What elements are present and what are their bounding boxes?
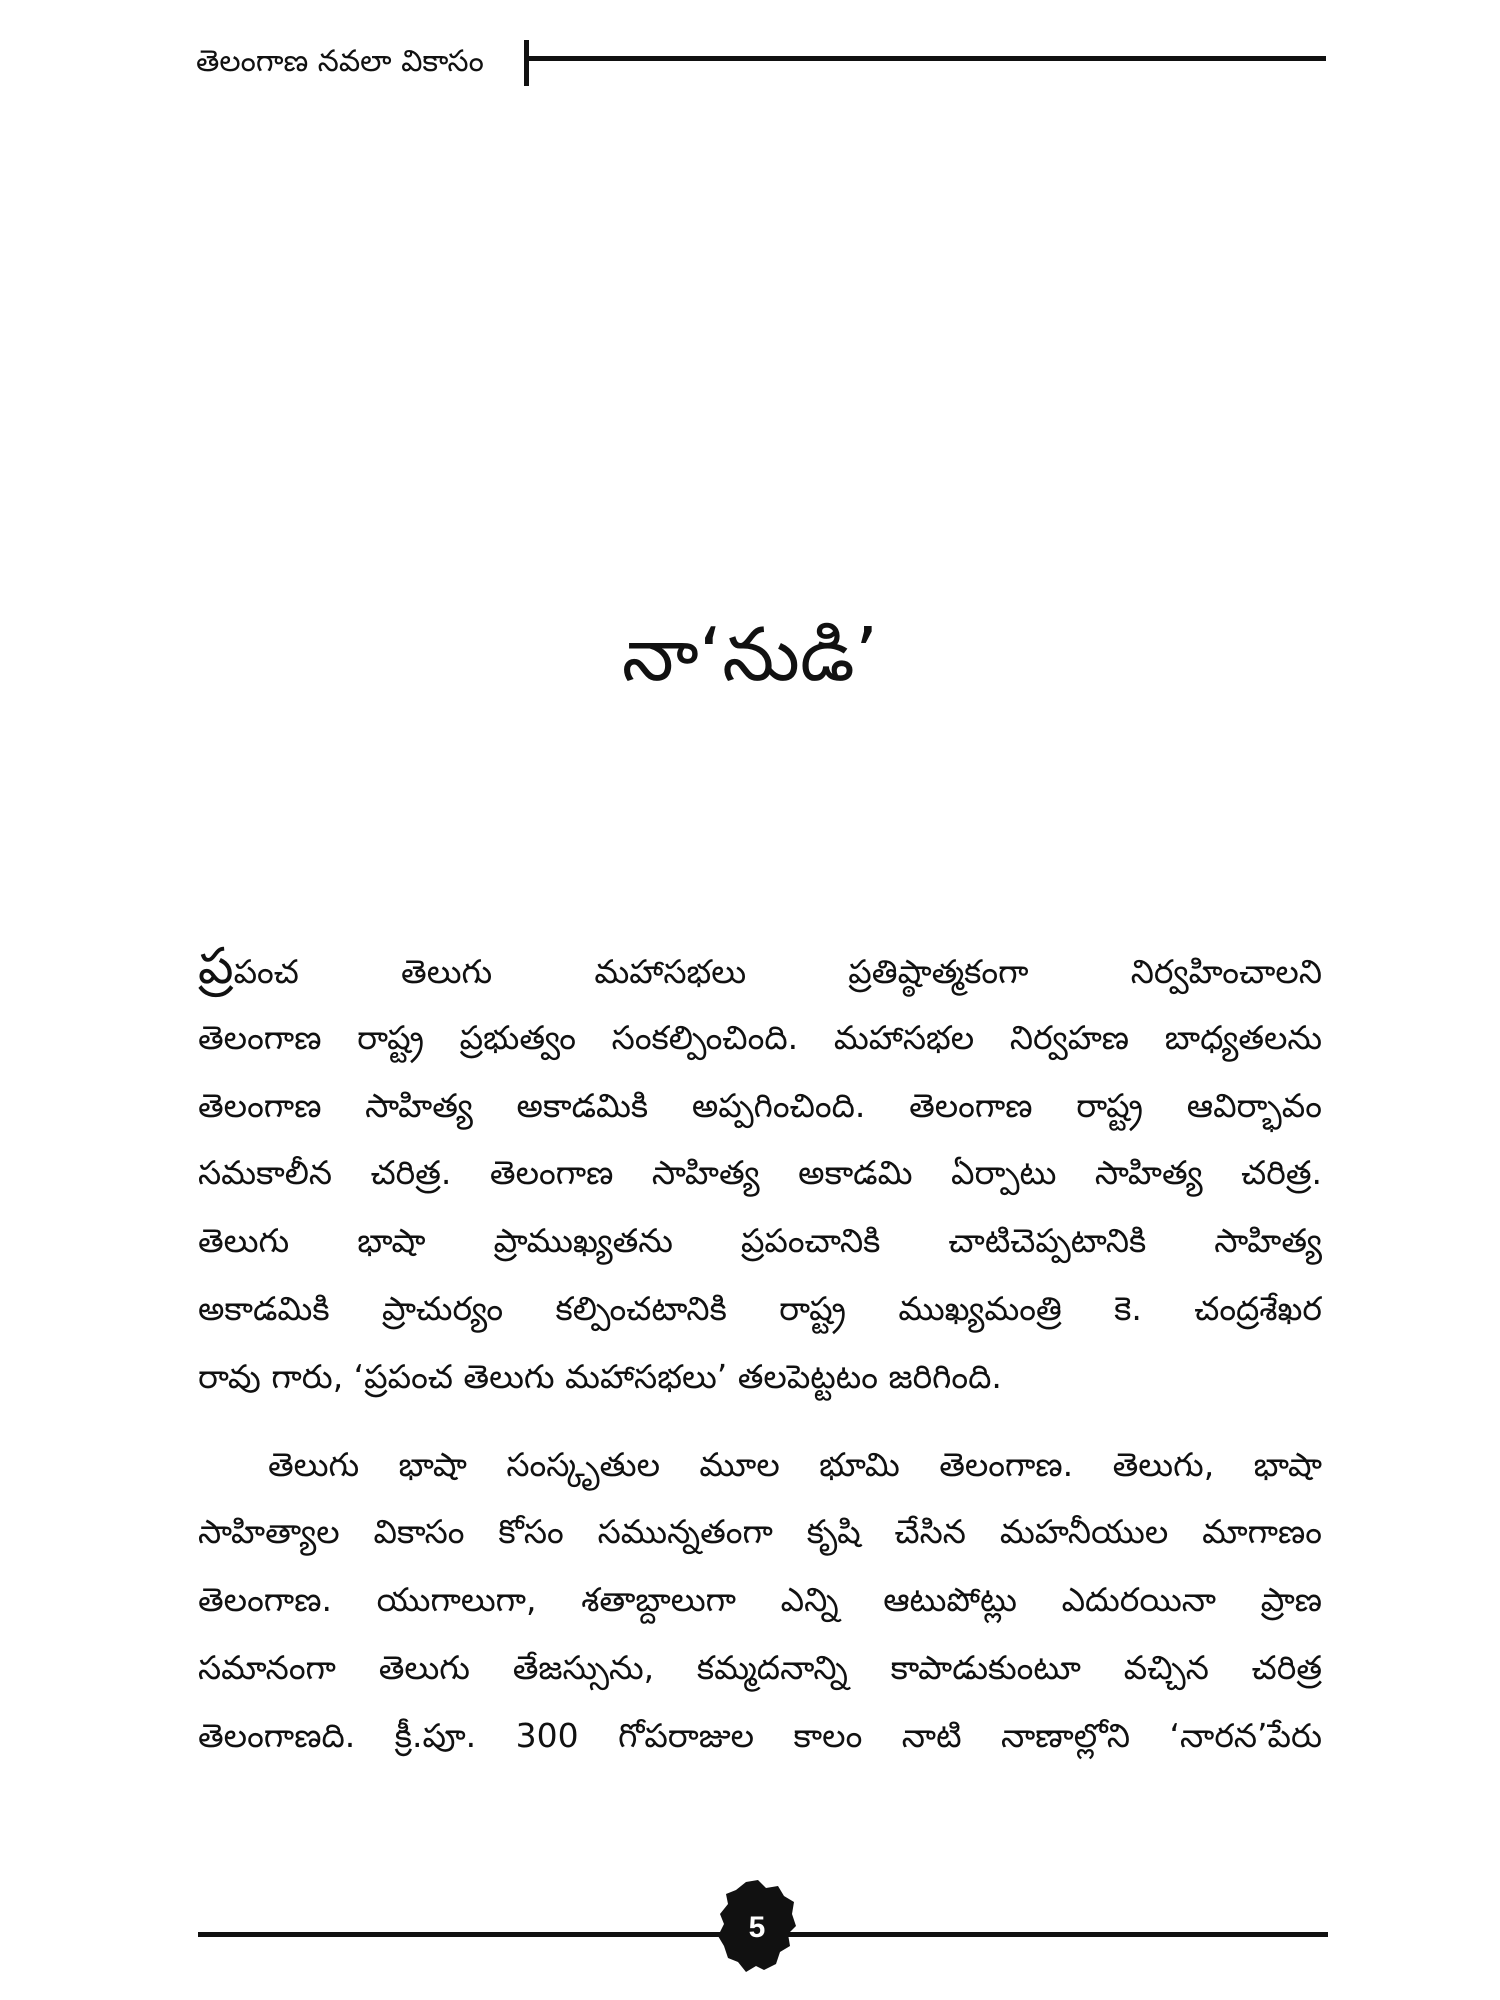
text-line: అకాడమికి ప్రాచుర్యం కల్పించటానికి రాష్ట్ర ముఖ్యమంత్రి కె. చంద్రశేఖర (198, 1288, 1322, 1328)
page-number: 5 (748, 1911, 766, 1944)
text-line: తెలుగు భాషా ప్రాముఖ్యతను ప్రపంచానికి చాటిచెప్పటానికి సాహిత్య (198, 1221, 1322, 1261)
drop-cap: ప్ర (198, 937, 234, 995)
text-line: సమకాలీన చరిత్ర. తెలంగాణ సాహిత్య అకాడమి ఏర్పాటు సాహిత్య చరిత్ర. (198, 1153, 1322, 1193)
text-line: తెలంగాణ రాష్ట్ర ప్రభుత్వం సంకల్పించింది. మహాసభల నిర్వహణ బాధ్యతలను (198, 1017, 1322, 1057)
text-line: సమానంగా తెలుగు తేజస్సును, కమ్మదనాన్ని కాపాడుకుంటూ వచ్చిన చరిత్ర (198, 1647, 1322, 1687)
body-text (198, 936, 1322, 1770)
text-line: సాహిత్యాల వికాసం కోసం సమున్నతంగా కృషి చేసిన మహనీయుల మాగాణం (198, 1512, 1322, 1552)
text-line: తెలంగాణ. యుగాలుగా, శతాబ్దాలుగా ఎన్ని ఆటుపోట్లు ఎదురయినా ప్రాణ (198, 1580, 1322, 1620)
paragraph-1 (198, 936, 1322, 1411)
text-line: తెలంగాణది. క్రీ.పూ. 300 గోపరాజుల కాలం నాటి నాణాల్లోని ‘నారన’పేరు (198, 1715, 1322, 1755)
header-rule (528, 56, 1326, 61)
text-line: తెలంగాణ సాహిత్య అకాడమికి అప్పగించింది. తెలంగాణ రాష్ట్ర ఆవిర్భావం (198, 1085, 1322, 1125)
header-bar (524, 40, 529, 86)
paragraph-2 (198, 1431, 1322, 1770)
running-head: తెలంగాణ నవలా వికాసం (196, 44, 484, 79)
text-line: తెలుగు భాషా సంస్కృతుల మూల భూమి తెలంగాణ. తెలుగు, భాషా (268, 1444, 1322, 1484)
text-line: ప్రపంచ తెలుగు మహాసభలు ప్రతిష్ఠాత్మకంగా నిర్వహించాలని (198, 937, 1322, 995)
text-line: రావు గారు, ‘ప్రపంచ తెలుగు మహాసభలు’ తలపెట్టటం జరిగింది. (198, 1356, 1002, 1396)
chapter-title: నా‘నుడి’ (621, 612, 879, 698)
